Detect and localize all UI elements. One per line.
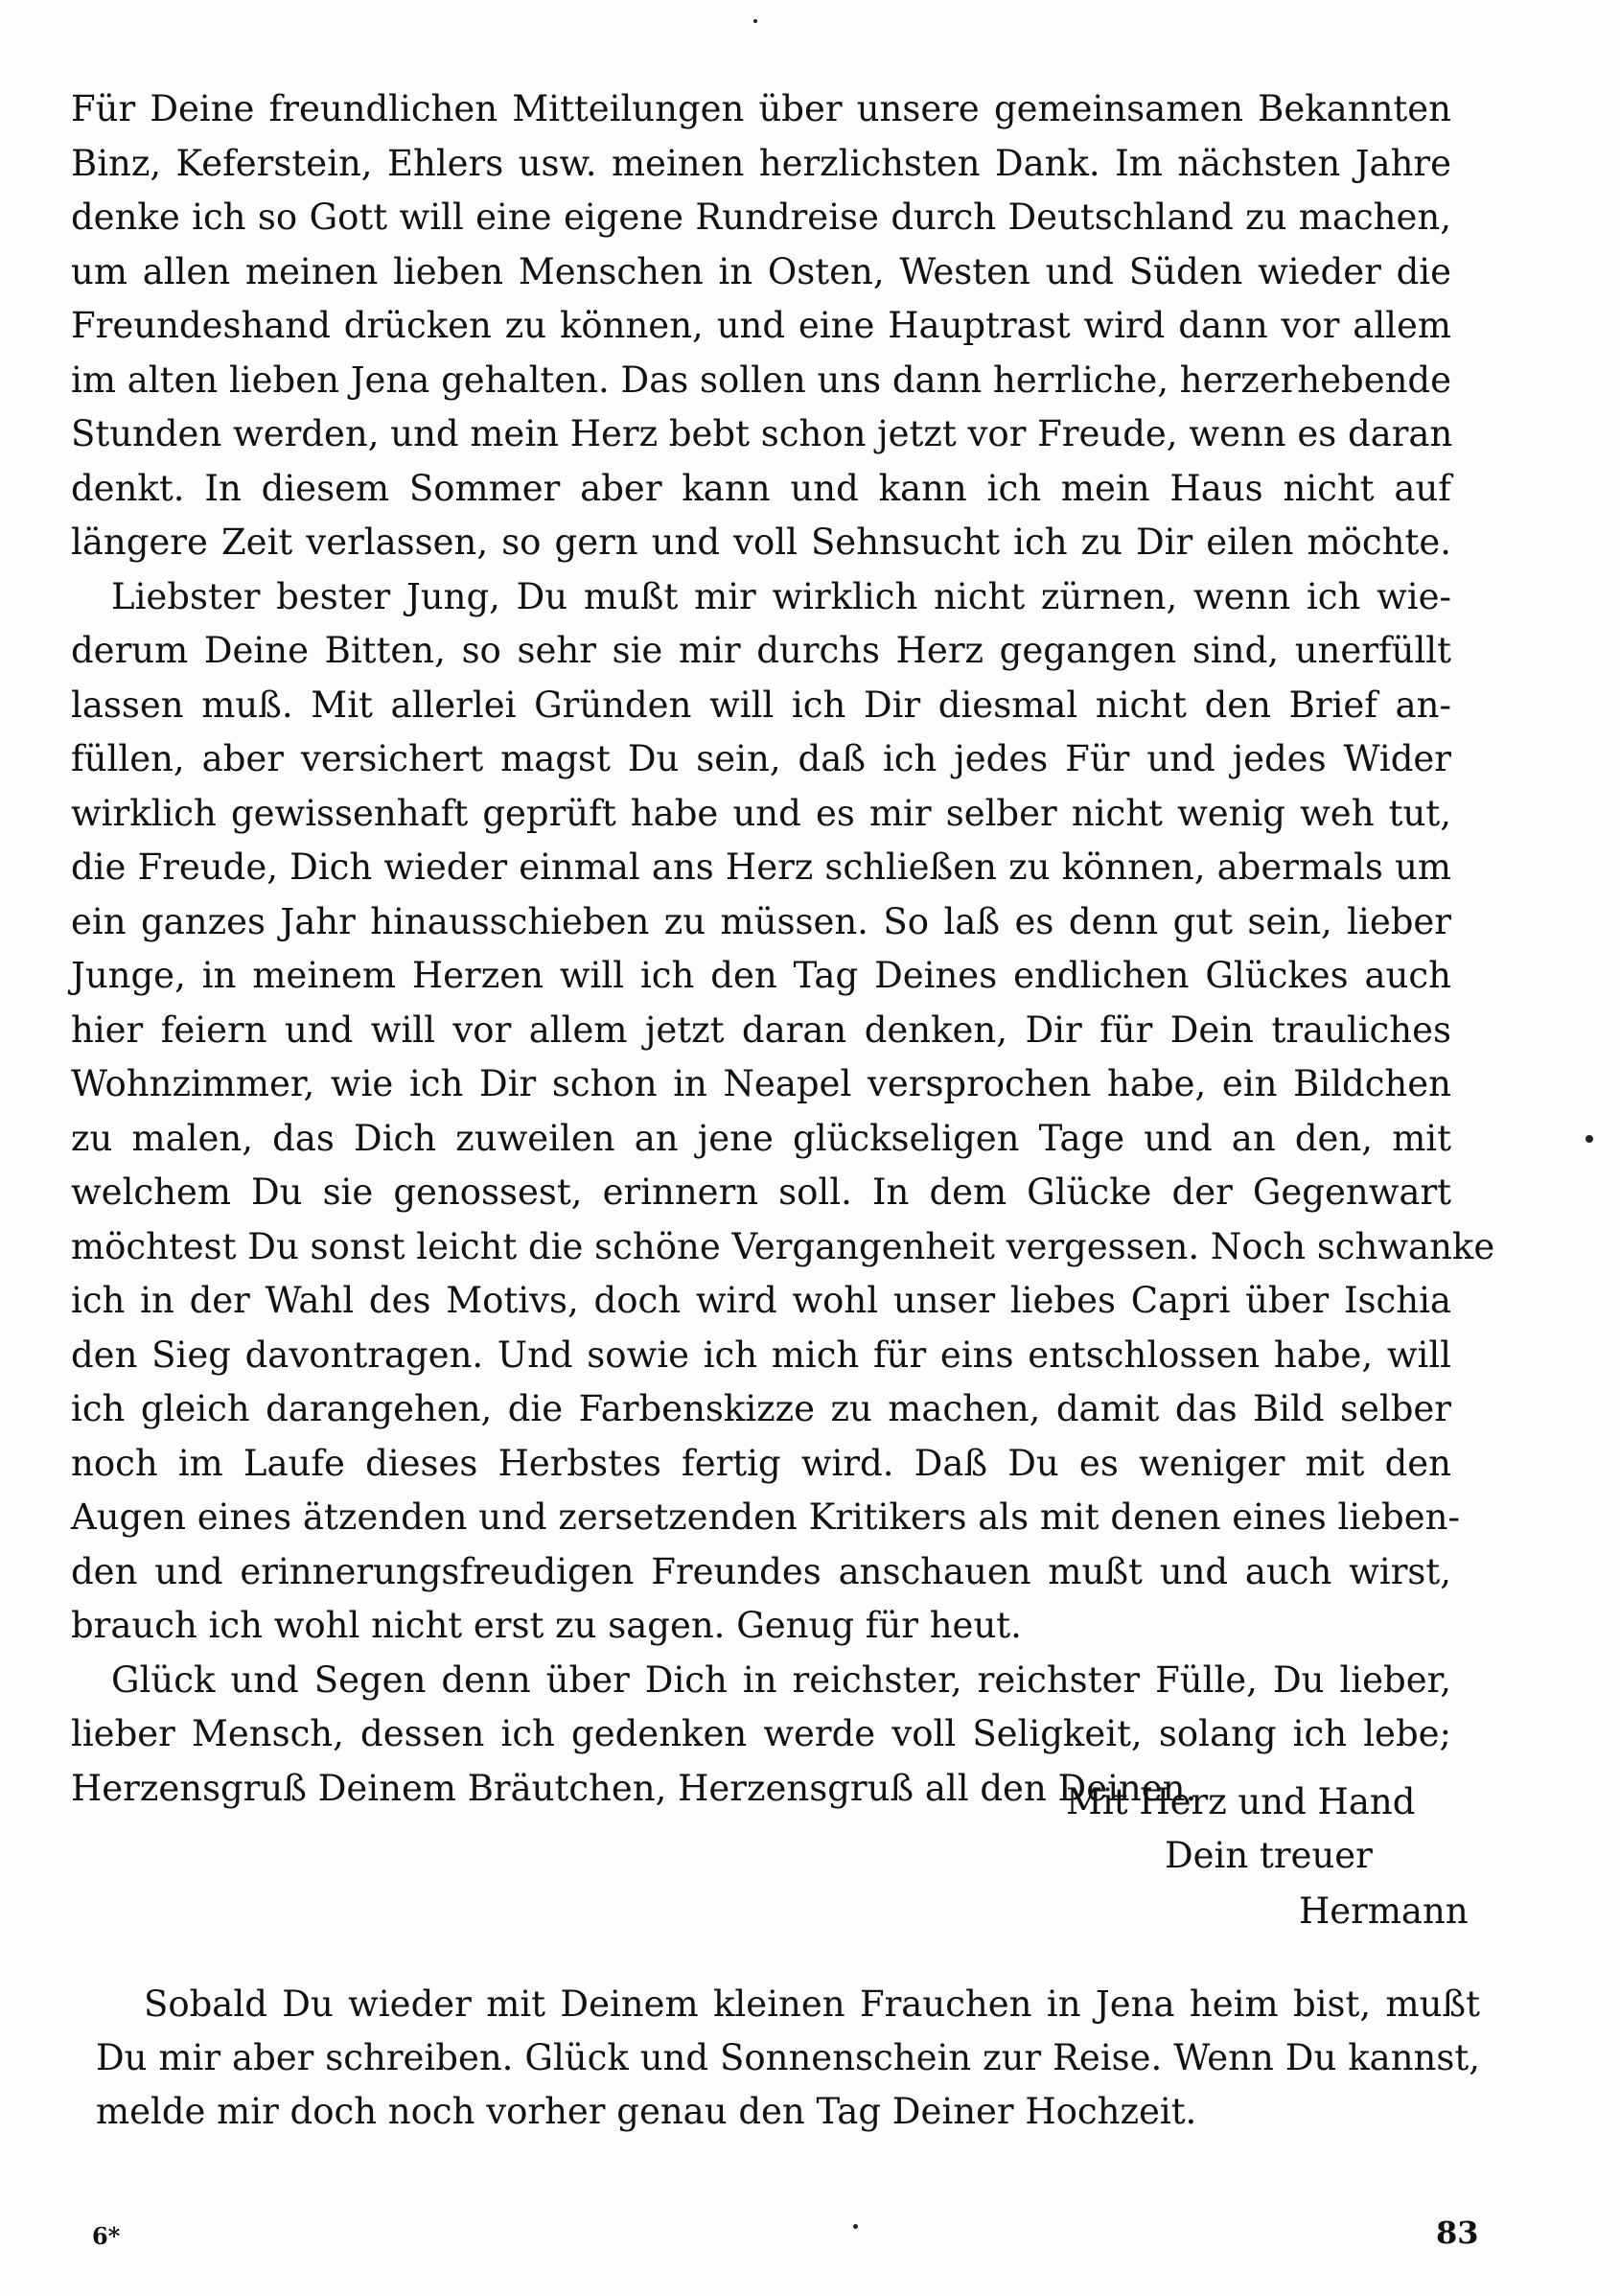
text-line: Stunden werden, und mein Herz bebt schon jetzt vor Freude, wenn es daran [71,413,1453,454]
closing-salutation: Mit Herz und Hand [1066,1781,1416,1822]
text-line: ich in der Wahl des Motivs, doch wird wohl unser liebes Capri über Ischia [71,1280,1451,1321]
text-line: möchtest Du sonst leicht die schöne Vergangenheit vergessen. Noch schwanke [71,1225,1495,1267]
page-number: 83 [1436,2215,1479,2251]
closing-phrase: Dein treuer [1165,1835,1373,1876]
text-line: welchem Du sie genossest, erinnern soll. In dem Glücke der Gegenwart [71,1171,1451,1213]
text-line: Freundeshand drücken zu können, und eine Hauptrast wird dann vor allem [71,305,1451,346]
text-line: hier feiern und will vor allem jetzt daran denken, Dir für Dein trauliches [71,1009,1451,1051]
text-line: ein ganzes Jahr hinausschieben zu müssen. So laß es denn gut sein, lieber [71,900,1451,942]
text-line: den und erinnerungsfreudigen Freundes anschauen mußt und auch wirst, [71,1550,1451,1592]
signature-name: Hermann [1299,1890,1469,1932]
text-line: Wohnzimmer, wie ich Dir schon in Neapel versprochen habe, ein Bildchen [71,1063,1451,1104]
text-line: im alten lieben Jena gehalten. Das sollen uns dann herrliche, herzerhebende [71,359,1451,401]
text-line: brauch ich wohl nicht erst zu sagen. Genug für heut. [71,1605,1022,1646]
postscript-line: Sobald Du wieder mit Deinem kleinen Frauchen in Jena heim bist, mußt [144,1983,1480,2025]
ink-speck [753,19,757,23]
text-line: denkt. In diesem Sommer aber kann und kann ich mein Haus nicht auf [71,467,1451,509]
text-line: lassen muß. Mit allerlei Gründen will ich Dir diesmal nicht den Brief an- [71,684,1451,726]
ink-speck [1585,1135,1593,1143]
printer-signature-mark: 6* [92,2222,121,2250]
text-line: wirklich gewissenhaft geprüft habe und es mir selber nicht wenig weh tut, [71,792,1451,834]
text-line: um allen meinen lieben Menschen in Osten, Westen und Süden wieder die [71,250,1451,292]
text-line: Binz, Keferstein, Ehlers usw. meinen herzlichsten Dank. Im nächsten Jahre [71,142,1451,184]
text-line: Junge, in meinem Herzen will ich den Tag Deines endlichen Glückes auch [71,955,1451,996]
text-line: denke ich so Gott will eine eigene Rundreise durch Deutschland zu machen, [71,197,1451,238]
postscript-line: Du mir aber schreiben. Glück und Sonnenschein zur Reise. Wenn Du kannst, [96,2037,1480,2078]
text-line: Glück und Segen denn über Dich in reichster, reichster Fülle, Du lieber, [111,1658,1451,1701]
text-line: Für Deine freundlichen Mitteilungen über unsere gemeinsamen Bekannten [71,88,1451,129]
text-line: Augen eines ätzenden und zersetzenden Kritikers als mit denen eines lieben- [71,1496,1460,1538]
text-line: Liebster bester Jung, Du mußt mir wirklich nicht zürnen, wenn ich wie- [111,575,1451,617]
ink-speck [853,2224,858,2229]
text-line: ich gleich darangehen, die Farbenskizze zu machen, damit das Bild selber [71,1388,1451,1429]
text-line: längere Zeit verlassen, so gern und voll Sehnsucht ich zu Dir eilen möchte. [71,522,1451,563]
text-line: zu malen, das Dich zuweilen an jene glückseligen Tage und an den, mit [71,1117,1451,1159]
text-line: die Freude, Dich wieder einmal ans Herz schließen zu können, abermals um [71,847,1451,888]
text-line: Herzensgruß Deinem Bräutchen, Herzensgruß all den Deinen. [71,1767,1197,1809]
postscript-line: melde mir doch noch vorher genau den Tag Deiner Hochzeit. [96,2091,1197,2132]
postscript [96,1978,1480,2139]
text-line: lieber Mensch, dessen ich gedenken werde voll Seligkeit, solang ich lebe; [71,1713,1451,1754]
text-line: den Sieg davontragen. Und sowie ich mich für eins entschlossen habe, will [71,1334,1451,1376]
text-line: füllen, aber versichert magst Du sein, daß ich jedes Für und jedes Wider [71,738,1451,779]
text-line: derum Deine Bitten, so sehr sie mir durchs Herz gegangen sind, unerfüllt [71,630,1451,671]
letter-body [71,82,1495,1816]
text-line: noch im Laufe dieses Herbstes fertig wird. Daß Du es weniger mit den [71,1442,1451,1484]
